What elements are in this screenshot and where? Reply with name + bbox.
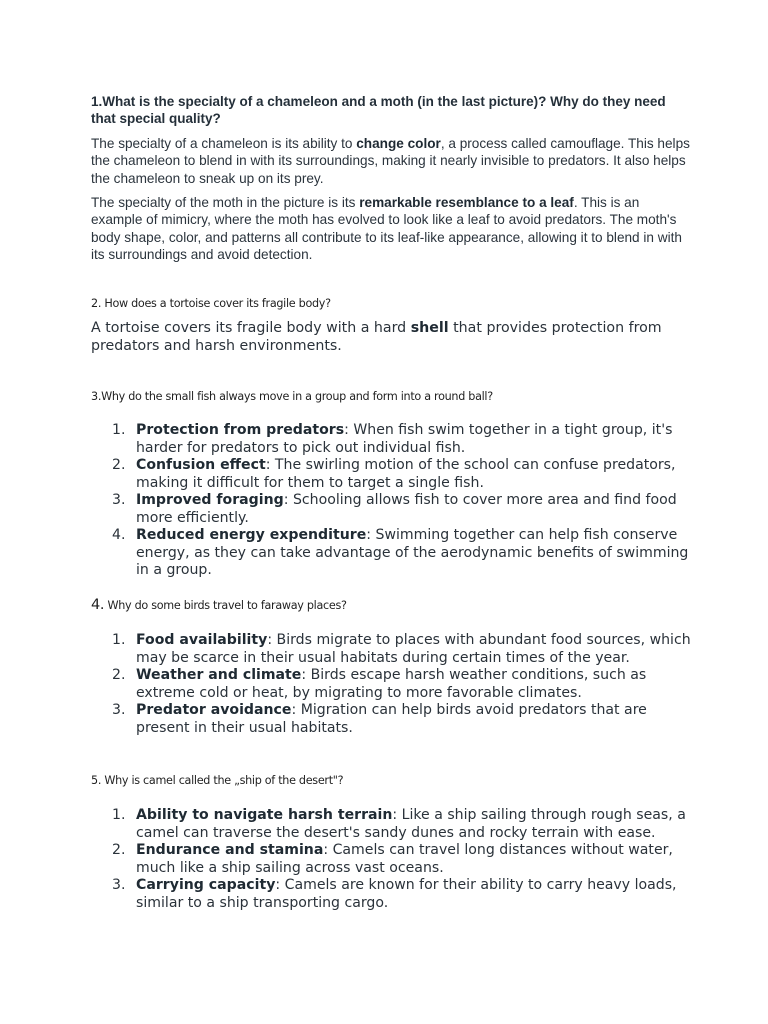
text: The specialty of a chameleon is its ability to [91, 136, 357, 151]
fish-reasons-list [91, 422, 691, 580]
text: The specialty of the moth in the picture is its [91, 195, 360, 210]
bold-term: Carrying capacity [136, 877, 276, 893]
bold-term: remarkable resemblance to a leaf [359, 195, 574, 210]
list-marker: 3. [112, 877, 126, 893]
question-3-heading: 3.Why do the small fish always move in a group and form into a round ball? [91, 390, 493, 403]
list-marker: 1. [112, 422, 126, 438]
list-marker: 2. [112, 667, 126, 683]
list-marker: 3. [112, 492, 126, 508]
tortoise-answer-paragraph [91, 320, 691, 355]
item-text: : Birds escape harsh weather conditions, such as extreme cold or heat, by migrating to more favorable climates. [136, 667, 647, 701]
list-item [91, 422, 691, 457]
list-marker: 1. [112, 807, 126, 823]
bold-term: Improved foraging [136, 492, 284, 508]
bold-term: Food availability [136, 632, 268, 648]
bold-term: Endurance and stamina [136, 842, 324, 858]
list-item [91, 457, 691, 492]
bold-term: change color [356, 136, 441, 151]
list-item [91, 702, 691, 737]
item-text: : Like a ship sailing through rough seas, a camel can traverse the desert's sandy dunes and rocky terrain with ease. [136, 807, 686, 841]
item-text: : The swirling motion of the school can confuse predators, making it difficult for them to target a single fish. [136, 457, 676, 491]
bold-term: Confusion effect [136, 457, 266, 473]
item-text: : Schooling allows fish to cover more area and find food more efficiently. [136, 492, 677, 526]
bold-term: Predator avoidance [136, 702, 292, 718]
item-text: : Camels can travel long distances without water, much like a ship sailing across vast oceans. [136, 842, 673, 876]
camel-reasons-list [91, 807, 691, 912]
text: that provides protection from predators and harsh environments. [91, 320, 662, 354]
text: . This is an example of mimicry, where the moth has evolved to look like a leaf to avoid predators. The moth's body shape, color, and patterns all contribute to its leaf-like appearance, allowing it to blend in with its surroundings and avoid detection. [91, 195, 682, 263]
list-marker: 2. [112, 457, 126, 473]
item-text: : Birds migrate to places with abundant food sources, which may be scarce in their usual habitats during certain times of the year. [136, 632, 691, 666]
list-marker: 3. [112, 702, 126, 718]
bold-term: Ability to navigate harsh terrain [136, 807, 393, 823]
item-text: : When fish swim together in a tight group, it's harder for predators to pick out individual fish. [136, 422, 673, 456]
list-marker: 2. [112, 842, 126, 858]
question-number: 4. [91, 597, 105, 613]
list-item [91, 492, 691, 527]
chameleon-answer-paragraph [91, 135, 691, 187]
question-text: Why do some birds travel to faraway places? [104, 599, 347, 612]
question-5-heading: 5. Why is camel called the „ship of the desert"? [91, 774, 344, 787]
bold-term: Reduced energy expenditure [136, 527, 367, 543]
moth-answer-paragraph [91, 194, 691, 264]
item-text: : Swimming together can help fish conserve energy, as they can take advantage of the aerodynamic benefits of swimming in a group. [136, 527, 689, 578]
item-text: : Camels are known for their ability to carry heavy loads, similar to a ship transporting cargo. [136, 877, 677, 911]
list-item [91, 527, 691, 580]
bold-term: Weather and climate [136, 667, 302, 683]
question-1-heading: 1.What is the specialty of a chameleon and a moth (in the last picture)? Why do they need that special quality? [91, 94, 666, 126]
bold-term: Protection from predators [136, 422, 345, 438]
list-item [91, 842, 691, 877]
list-item [91, 667, 691, 702]
bird-migration-reasons-list [91, 632, 691, 737]
list-item [91, 632, 691, 667]
list-item [91, 877, 691, 912]
list-item [91, 807, 691, 842]
list-marker: 1. [112, 632, 126, 648]
list-marker: 4. [112, 527, 126, 543]
question-4-heading [91, 598, 347, 613]
bold-term: shell [410, 320, 449, 336]
text: , a process called camouflage. This helps the chameleon to blend in with its surroundings, making it nearly invisible to predators. It also helps the chameleon to sneak up on its prey. [91, 136, 690, 186]
text: A tortoise covers its fragile body with a hard [91, 320, 411, 336]
question-2-heading: 2. How does a tortoise cover its fragile body? [91, 297, 331, 310]
item-text: : Migration can help birds avoid predators that are present in their usual habitats. [136, 702, 647, 736]
